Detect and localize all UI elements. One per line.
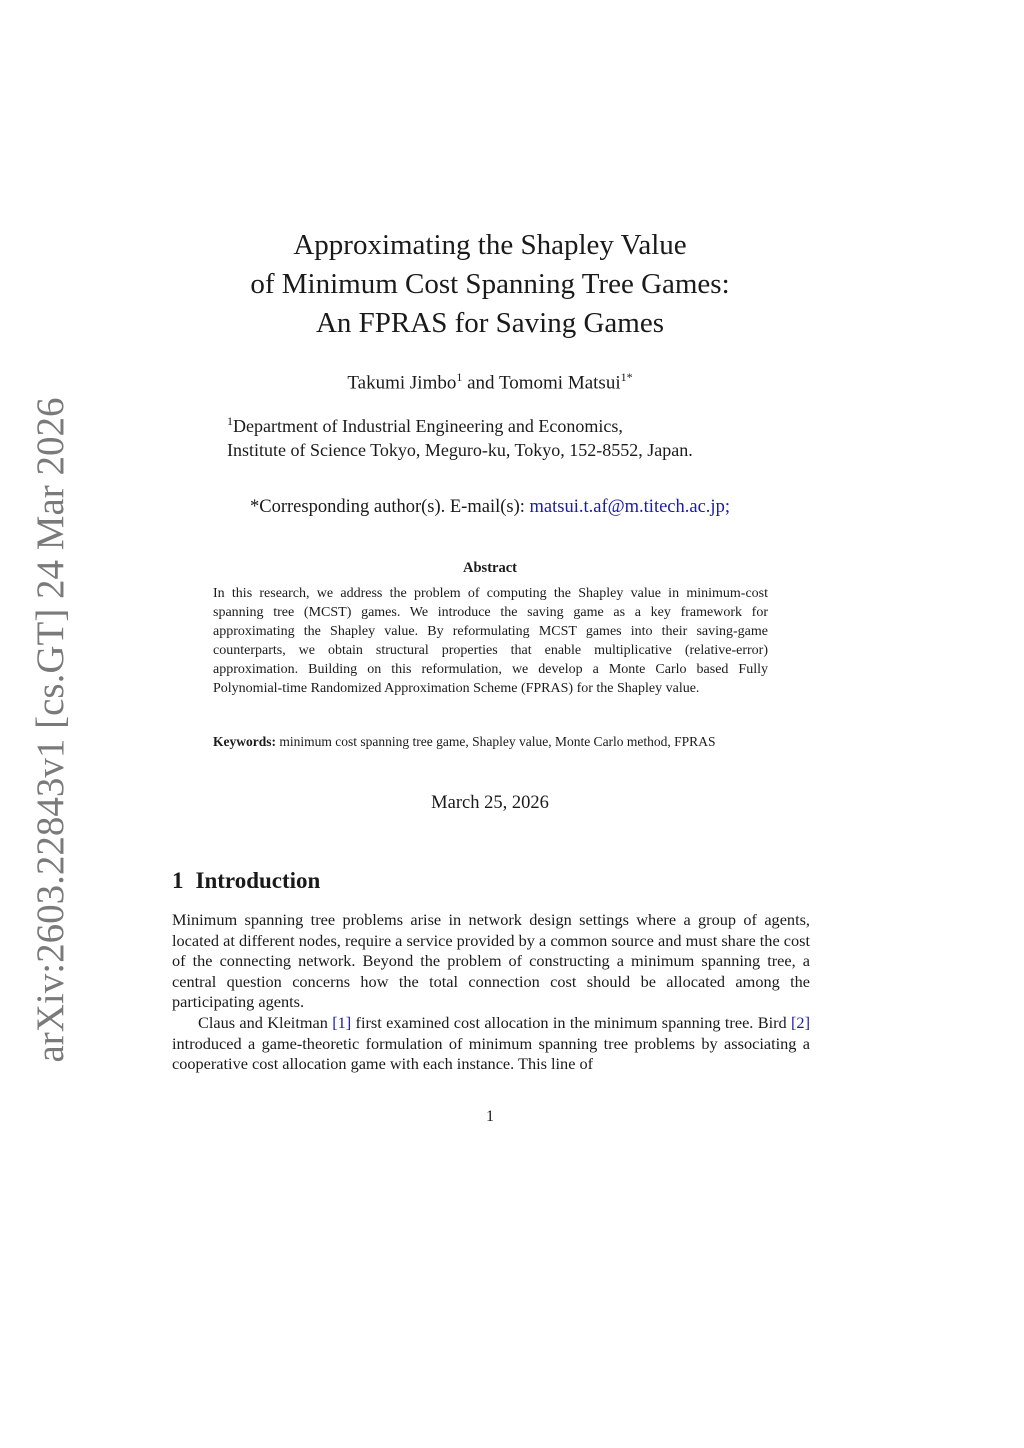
author-conjunction: and — [462, 372, 499, 394]
keywords — [213, 733, 768, 750]
affiliation-line-1: Department of Industrial Engineering and Economics, — [233, 416, 623, 436]
abstract-heading: Abstract — [463, 560, 517, 576]
corresponding-email-link[interactable]: matsui.t.af@m.titech.ac.jp; — [529, 497, 730, 517]
title-line-1: Approximating the Shapley Value — [293, 229, 687, 261]
page-number: 1 — [486, 1108, 494, 1125]
title-line-2: of Minimum Cost Spanning Tree Games: — [250, 268, 730, 300]
author-2-affiliation-mark: 1* — [620, 370, 633, 384]
publication-date: March 25, 2026 — [431, 793, 549, 813]
section-number: 1 — [172, 868, 184, 893]
section-heading — [172, 868, 320, 894]
affiliation — [227, 409, 693, 462]
keywords-label: Keywords: — [213, 734, 276, 749]
para2-text-c: introduced a game-theoretic formulation of minimum spanning tree problems by associating a cooperative cost allocation game with each instance. This line of — [172, 1013, 815, 1074]
abstract-text: In this research, we address the problem of computing the Shapley value in minimum-cost spanning tree (MCST) games. We introduce the saving game as a key framework for approximating the Shapley value. By reformulating MCST games into their saving-game counterparts, we obtain structural properties that enable multiplicative (relative-error) approximation. Building on this reformulation, we develop a Monte Carlo based Fully Polynomial-time Randomized Approximation Scheme (FPRAS) for the Shapley value. — [213, 586, 768, 696]
keywords-text: minimum cost spanning tree game, Shapley value, Monte Carlo method, FPRAS — [276, 734, 716, 749]
intro-paragraph-2 — [172, 1013, 815, 1075]
affiliation-line-2: Institute of Science Tokyo, Meguro-ku, Tokyo, 152-8552, Japan. — [227, 440, 693, 460]
section-title: Introduction — [195, 868, 321, 893]
para2-text-a: Claus and Kleitman — [198, 1013, 333, 1032]
title-line-3: An FPRAS for Saving Games — [315, 307, 664, 339]
citation-link-1[interactable]: [1] — [332, 1013, 352, 1032]
intro-paragraph-1: Minimum spanning tree problems arise in network design settings where a group of agents, located at different nodes, require a service provided by a common source and must share the cost of the connecting network. Beyond the problem of constructing a minimum spanning tree, a central question concerns how the total connection cost should be allocated among the participating agents. — [172, 910, 810, 1012]
corresponding-label: *Corresponding author(s). E-mail(s): — [250, 497, 530, 517]
author-list — [160, 370, 820, 394]
affiliation-mark: 1 — [227, 414, 233, 428]
arxiv-identifier-stamp[interactable]: arXiv:2603.22843v1 [cs.GT] 24 Mar 2026 — [28, 397, 72, 1063]
author-1: Takumi Jimbo — [347, 372, 457, 394]
paper-title — [160, 226, 820, 343]
author-1-affiliation-mark: 1 — [456, 370, 463, 384]
citation-link-2[interactable]: [2] — [791, 1013, 810, 1032]
corresponding-author — [160, 497, 820, 518]
para2-text-b: first examined cost allocation in the minimum spanning tree. Bird — [351, 1013, 792, 1032]
author-2: Tomomi Matsui — [498, 372, 621, 394]
